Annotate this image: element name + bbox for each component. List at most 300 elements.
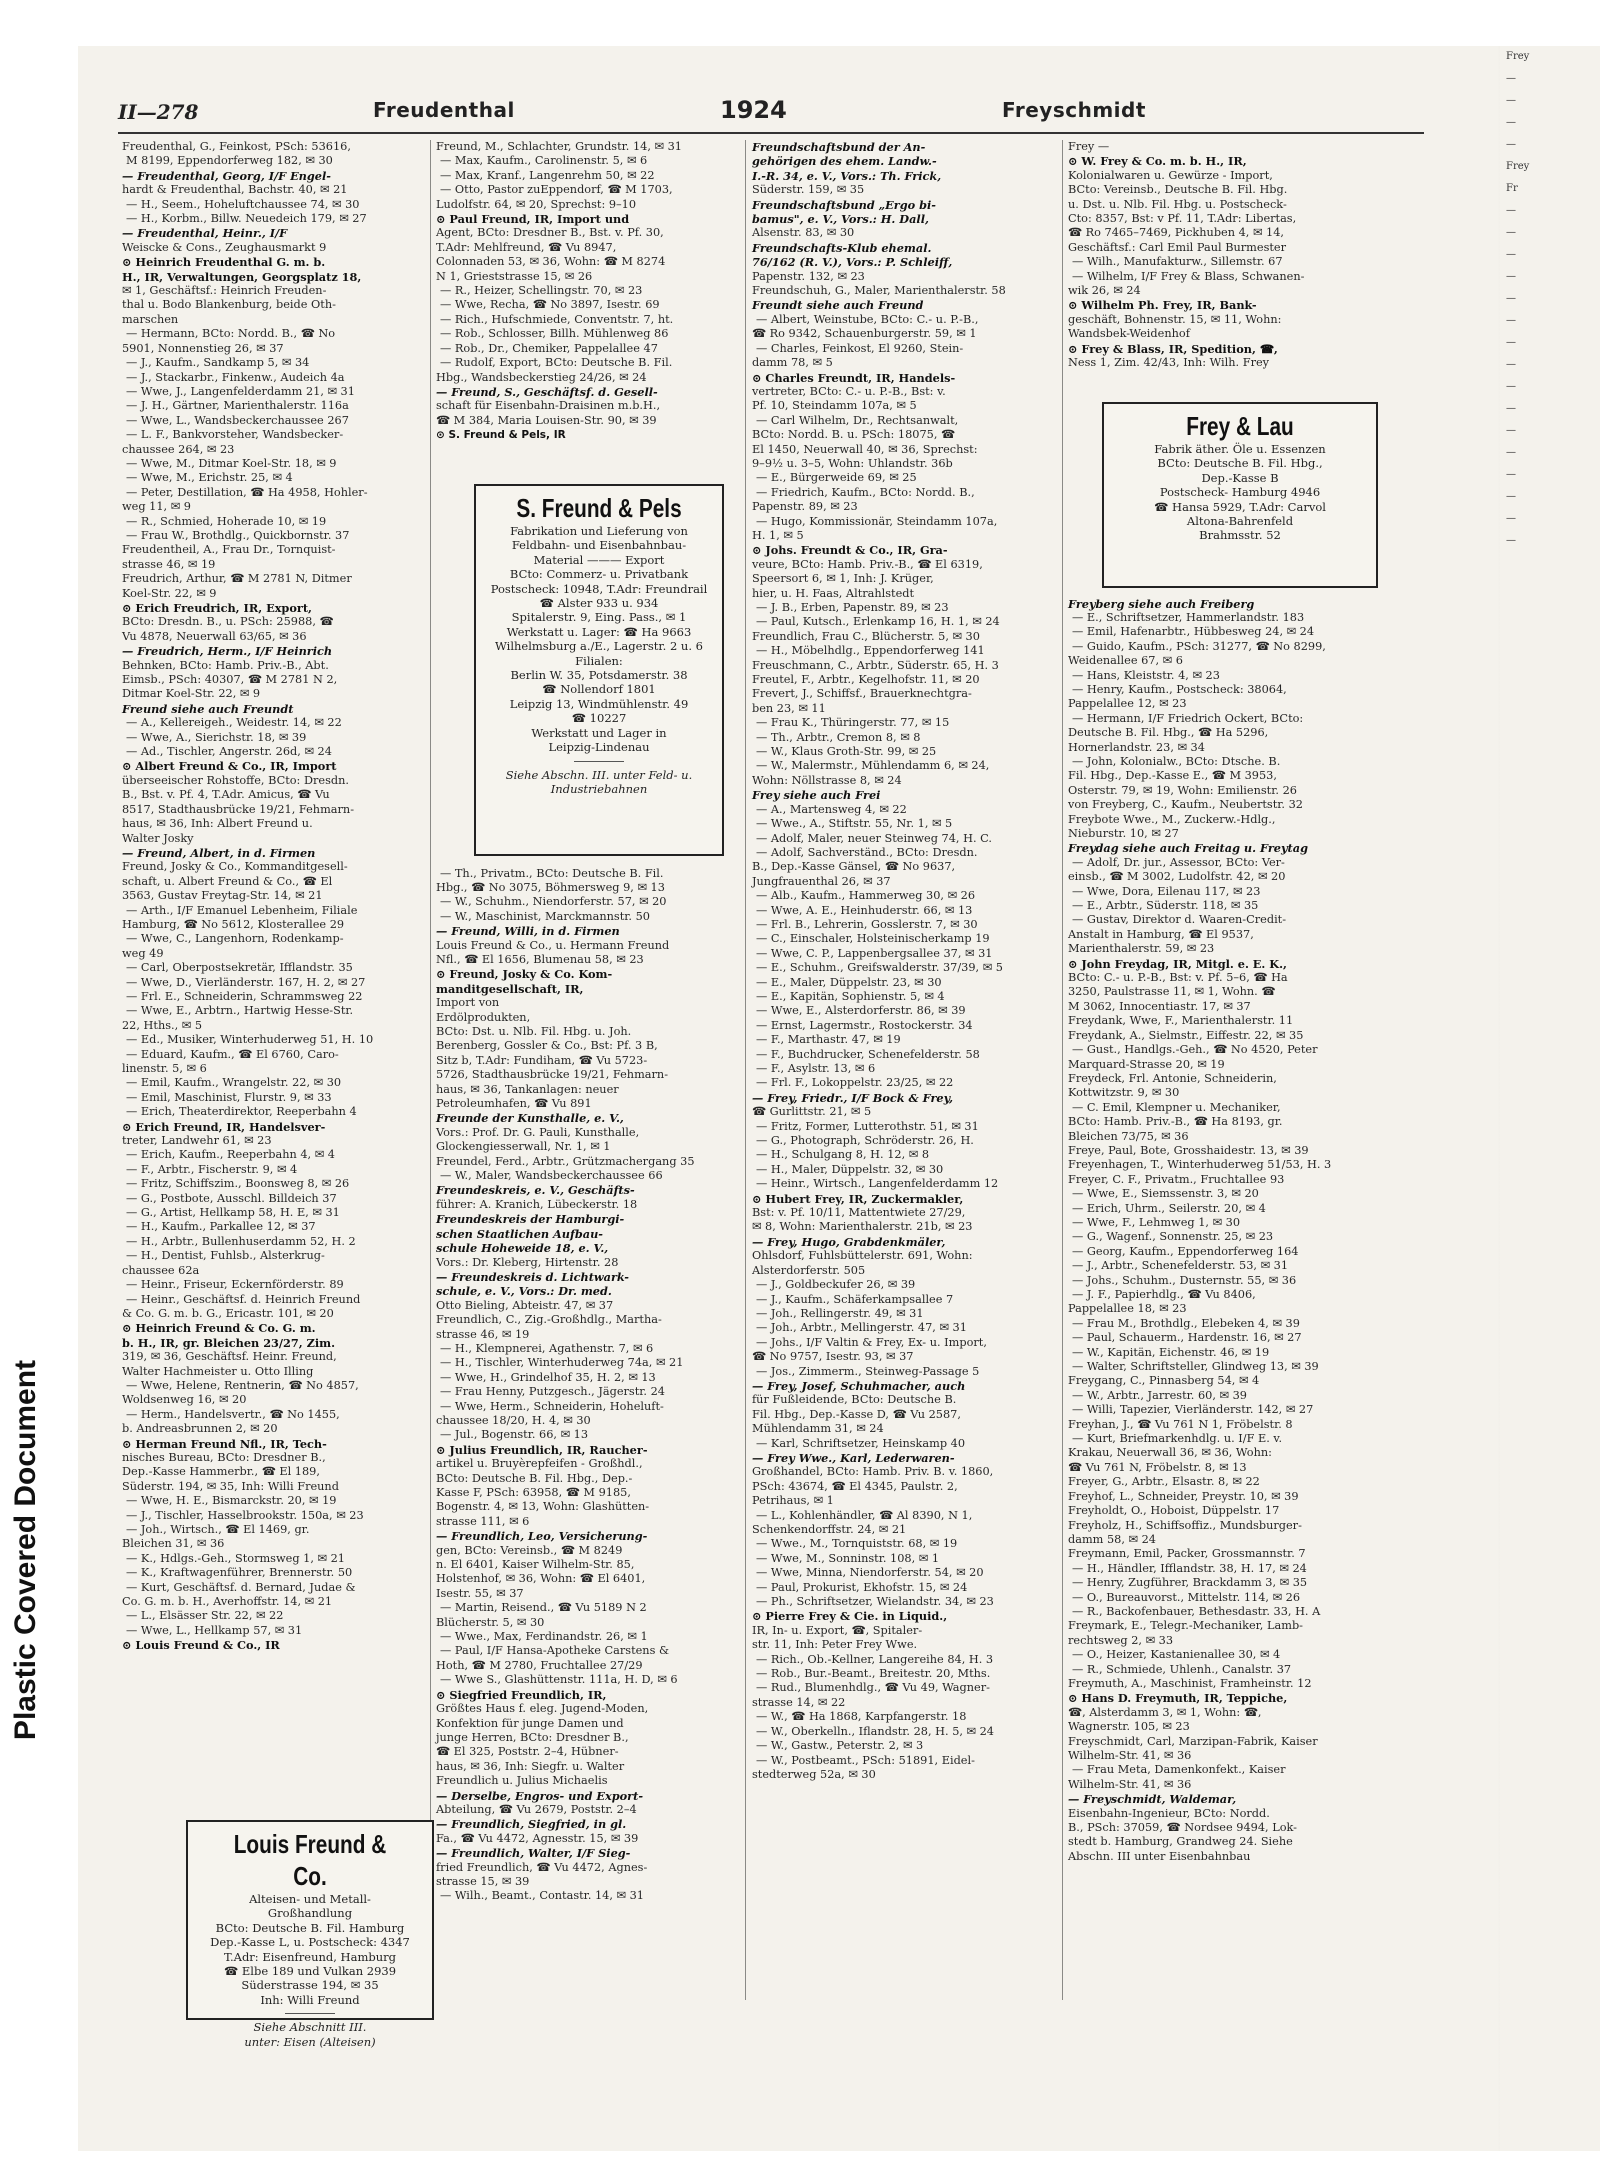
directory-entry: BCto: C.- u. P.-B., Bst: v. Pf. 5–6, ☎ Ha: [1068, 971, 1288, 985]
ad-body: [192, 1892, 428, 2007]
ad-line: Leipzig-Lindenau: [548, 740, 650, 755]
directory-entry: Colonnaden 53, ✉ 36, Wohn: ☎ M 8274: [436, 255, 666, 269]
directory-entry: Krakau, Neuerwall 36, ✉ 36, Wohn:: [1068, 1446, 1272, 1460]
directory-entry: — Erich, Uhrm., Seilerstr. 20, ✉ 4: [1072, 1201, 1266, 1215]
ad-body: [480, 524, 718, 755]
directory-entry: — J. H., Gärtner, Marienthalerstr. 116a: [126, 399, 349, 413]
ad-line: BCto: Commerz- u. Privatbank: [509, 567, 689, 582]
ad-line: Dep.-Kasse L, u. Postscheck: 4347: [210, 1935, 410, 1950]
directory-entry: — W., Arbtr., Jarrestr. 60, ✉ 39: [1072, 1388, 1247, 1402]
directory-entry: ⊙ Erich Freund, IR, Handelsver-: [122, 1119, 326, 1134]
directory-entry: artikel u. Bruyèrepfeifen - Großhdl.,: [436, 1457, 643, 1471]
directory-entry: — H., Tischler, Winterhuderweg 74a, ✉ 21: [440, 1356, 684, 1370]
directory-entry: — A., Martensweg 4, ✉ 22: [756, 802, 907, 816]
advertisement-frey-lau: [1102, 402, 1378, 588]
directory-entry: — G., Artist, Hellkamp 58, H. E, ✉ 31: [126, 1206, 340, 1220]
directory-entry: b. H., IR, gr. Bleichen 23/27, Zim.: [122, 1335, 336, 1350]
directory-entry: — Wilh., Beamt., Contastr. 14, ✉ 31: [440, 1889, 644, 1903]
directory-entry: junge Herren, BCto: Dresdner B.,: [436, 1730, 629, 1744]
directory-entry: — Emil, Kaufm., Wrangelstr. 22, ✉ 30: [126, 1076, 342, 1090]
ad-line: Leipzig 13, Windmühlenstr. 49: [509, 696, 689, 711]
directory-entry: — Freudenthal, Heinr., I/F: [122, 226, 288, 241]
ad-title: Louis Freund & Co.: [233, 1829, 387, 1891]
directory-entry: — Jul., Bogenstr. 66, ✉ 13: [440, 1428, 589, 1442]
directory-entry: manditgesellschaft, IR,: [436, 981, 584, 996]
directory-entry: — Wwe, H., Grindelhof 35, H. 2, ✉ 13: [440, 1370, 656, 1384]
directory-entry: 8517, Stadthausbrücke 19/21, Fehmarn-: [122, 802, 355, 816]
directory-entry: — Wwe, M., Erichstr. 25, ✉ 4: [126, 471, 293, 485]
directory-entry: ⊙ Heinrich Freund & Co. G. m.: [122, 1321, 316, 1336]
directory-entry: Freyenhagen, T., Winterhuderweg 51/53, H. 3: [1068, 1158, 1332, 1172]
directory-entry: — Karl, Schriftsetzer, Heinskamp 40: [756, 1436, 966, 1450]
directory-entry: schaft, u. Albert Freund & Co., ☎ El: [122, 874, 333, 888]
advertisement-freund-pels: [474, 484, 724, 856]
directory-entry: treter, Landwehr 61, ✉ 23: [122, 1134, 272, 1148]
right-catchword: Freyschmidt: [1002, 98, 1146, 122]
directory-entry: Kasse F, PSch: 63958, ☎ M 9185,: [436, 1486, 631, 1499]
directory-entry: Freund, M., Schlachter, Grundstr. 14, ✉ 31: [436, 140, 682, 153]
directory-entry: — G., Photograph, Schröderstr. 26, H.: [756, 1134, 974, 1148]
directory-entry: strasse 46, ✉ 19: [122, 557, 216, 571]
directory-entry: — Frau Meta, Damenkonfekt., Kaiser: [1072, 1763, 1286, 1777]
directory-entry: — H., Korbm., Billw. Neuedeich 179, ✉ 27: [126, 212, 367, 226]
ad-line: BCto: Deutsche B. Fil. Hamburg: [215, 1920, 405, 1935]
neighbor-fragment: —: [1506, 205, 1516, 216]
directory-entry: Cto: 8357, Bst: v Pf. 11, T.Adr: Libertas,: [1068, 212, 1297, 226]
directory-entry: — Freudrich, Herm., I/F Heinrich: [122, 644, 333, 659]
directory-entry: M 3062, Innocentiastr. 17, ✉ 37: [1068, 999, 1251, 1013]
directory-entry: Geschäftsf.: Carl Emil Paul Burmester: [1068, 240, 1286, 254]
directory-entry: — C. Emil, Klempner u. Mechaniker,: [1072, 1100, 1281, 1114]
directory-entry: Weiscke & Cons., Zeughausmarkt 9: [122, 240, 327, 254]
directory-entry: Eimsb., PSch: 40307, ☎ M 2781 N 2,: [122, 673, 338, 687]
page-number: II—278: [118, 100, 199, 124]
directory-entry: ⊙ Herman Freund Nfl., IR, Tech-: [122, 1436, 327, 1451]
directory-entry: haus, ✉ 36, Inh: Siegfr. u. Walter: [436, 1759, 625, 1773]
directory-entry: Wandsbek-Weidenhof: [1068, 327, 1190, 341]
directory-entry: — Henry, Kaufm., Postscheck: 38064,: [1072, 682, 1287, 696]
directory-entry: Großhandel, BCto: Hamb. Priv. B. v. 1860,: [752, 1465, 994, 1479]
directory-entry: Freygang, C., Pinnasberg 54, ✉ 4: [1068, 1374, 1260, 1388]
directory-entry: — Paul, Schauerm., Hardenstr. 16, ✉ 27: [1072, 1331, 1302, 1345]
directory-entry: — Wwe, M., Ditmar Koel-Str. 18, ✉ 9: [126, 456, 337, 470]
directory-entry: Freundschafts-Klub ehemal.: [752, 240, 932, 255]
neighbor-page-strip: [1500, 46, 1600, 2151]
neighbor-fragment: —: [1506, 227, 1516, 238]
ad-line: Postscheck- Hamburg 4946: [1159, 485, 1321, 500]
directory-entry: Freydag siehe auch Freitag u. Freytag: [1068, 841, 1308, 856]
directory-entry: führer: A. Kranich, Lübeckerstr. 18: [436, 1197, 638, 1211]
directory-entry: Koel-Str. 22, ✉ 9: [122, 586, 217, 600]
directory-entry: — Wwe, Herm., Schneiderin, Hoheluft-: [440, 1399, 664, 1413]
directory-entry: Walter Josky: [122, 831, 194, 845]
directory-entry: für Fußleidende, BCto: Deutsche B.: [752, 1393, 957, 1407]
directory-entry: Ludolfstr. 64, ✉ 20, Sprechst: 9–10: [436, 197, 637, 211]
directory-entry: — Frl. B., Lehrerin, Gosslerstr. 7, ✉ 30: [756, 917, 978, 931]
directory-entry: Freyer, G., Arbtr., Elsastr. 8, ✉ 22: [1068, 1475, 1260, 1489]
directory-entry: strasse 46, ✉ 19: [436, 1327, 530, 1341]
ad-line: Werkstatt und Lager in: [531, 725, 667, 740]
directory-entry: ☎ Vu 761 N, Fröbelstr. 8, ✉ 13: [1068, 1460, 1247, 1474]
directory-entry: Freydank, A., Sielmstr., Eiffestr. 22, ✉ 35: [1068, 1028, 1304, 1042]
directory-entry: ben 23, ✉ 11: [752, 701, 826, 715]
directory-entry: ⊙ Erich Freudrich, IR, Export,: [122, 601, 312, 615]
directory-entry: str. 11, Inh: Peter Frey Wwe.: [752, 1638, 918, 1652]
directory-entry: b. Andreasbrunnen 2, ✉ 20: [122, 1422, 278, 1436]
directory-entry: fried Freundlich, ☎ Vu 4472, Agnes-: [436, 1860, 648, 1874]
directory-entry: BCto: Dresdn. B., u. PSch: 25988, ☎: [122, 615, 334, 629]
directory-entry: 3250, Paulstrasse 11, ✉ 1, Wohn. ☎: [1068, 985, 1276, 999]
neighbor-fragment: —: [1506, 337, 1516, 348]
directory-entry: — J., Goldbeckufer 26, ✉ 39: [756, 1278, 916, 1292]
neighbor-fragment: —: [1506, 425, 1516, 436]
directory-entry: wik 26, ✉ 24: [1068, 284, 1141, 298]
column-3: [752, 140, 1052, 2000]
directory-entry: Frevert, J., Schiffsf., Brauerknechtgra-: [752, 687, 972, 701]
directory-entry: — J., Kaufm., Sandkamp 5, ✉ 34: [126, 356, 310, 370]
ad-title: Frey & Lau: [1186, 411, 1294, 441]
directory-entry: ⊙ Freund, Josky & Co. Kom-: [436, 967, 613, 982]
directory-entry: — O., Bureauvorst., Mittelstr. 114, ✉ 26: [1072, 1590, 1301, 1604]
directory-entry: ⊙ Louis Freund & Co., IR: [122, 1638, 280, 1653]
directory-entry: — K., Hdlgs.-Geh., Stormsweg 1, ✉ 21: [126, 1551, 345, 1565]
directory-entry: Bleichen 73/75, ✉ 36: [1068, 1129, 1189, 1143]
directory-entry: — F., Buchdrucker, Schenefelderstr. 58: [756, 1047, 980, 1061]
directory-entry: Papenstr. 132, ✉ 23: [752, 269, 865, 283]
directory-entry: — L. F., Bankvorsteher, Wandsbecker-: [126, 428, 344, 442]
directory-entry: — Ad., Tischler, Angerstr. 26d, ✉ 24: [126, 745, 332, 759]
ad-line: ☎ Nollendorf 1801: [542, 682, 656, 697]
directory-entry: — G., Wagenf., Sonnenstr. 25, ✉ 23: [1072, 1230, 1274, 1244]
directory-entry: bamus", e. V., Vors.: H. Dall,: [752, 212, 929, 227]
directory-entry: ☎ Gurlittstr. 21, ✉ 5: [752, 1105, 872, 1119]
directory-entry: — Guido, Kaufm., PSch: 31277, ☎ No 8299,: [1072, 639, 1326, 653]
directory-entry: — Hermann, I/F Friedrich Ockert, BCto:: [1072, 711, 1304, 725]
directory-entry: weg 49: [122, 946, 164, 960]
directory-entry: Eisenbahn-Ingenieur, BCto: Nordd.: [1068, 1806, 1270, 1820]
directory-entry: — Alb., Kaufm., Hammerweg 30, ✉ 26: [756, 889, 976, 903]
directory-entry: — C., Einschaler, Holsteinischerkamp 19: [756, 932, 990, 946]
directory-entry: strasse 111, ✉ 6: [436, 1514, 530, 1528]
directory-entry: — J. B., Erben, Papenstr. 89, ✉ 23: [756, 601, 949, 614]
directory-entry: Alsenstr. 83, ✉ 30: [752, 226, 855, 240]
directory-entry: Bleichen 31, ✉ 36: [122, 1537, 225, 1551]
directory-entry: B., Bst. v. Pf. 4, T.Adr. Amicus, ☎ Vu: [122, 788, 330, 802]
directory-entry: — Adolf, Sachverständ., BCto: Dresdn.: [756, 845, 978, 859]
directory-entry: ☎, Alsterdamm 3, ✉ 1, Wohn: ☎,: [1068, 1705, 1262, 1719]
spine-label-text: Plastic Covered Document: [9, 1359, 42, 1741]
directory-entry: El 1450, Neuerwall 40, ✉ 36, Sprechst:: [752, 442, 978, 456]
directory-entry: n. El 6401, Kaiser Wilhelm-Str. 85,: [436, 1558, 635, 1572]
directory-entry: — Joh., Wirtsch., ☎ El 1469, gr.: [126, 1523, 310, 1536]
directory-entry: Vors.: Dr. Kleberg, Hirtenstr. 28: [436, 1255, 619, 1269]
directory-entry: linenstr. 5, ✉ 6: [122, 1062, 207, 1075]
directory-entry: Kottwitzstr. 9, ✉ 30: [1068, 1086, 1180, 1100]
directory-entry: — Henry, Zugführer, Brackdamm 3, ✉ 35: [1072, 1576, 1308, 1590]
directory-entry: — Carl, Oberpostsekretär, Ifflandstr. 35: [126, 961, 353, 975]
directory-entry: — Friedrich, Kaufm., BCto: Nordd. B.,: [756, 485, 975, 499]
directory-entry: — Wwe, D., Vierländerstr. 167, H. 2, ✉ 27: [126, 975, 366, 989]
directory-entry: BCto: Nordd. B. u. PSch: 18075, ☎: [752, 428, 956, 442]
directory-entry: — Wwe, A. E., Heinhuderstr. 66, ✉ 13: [756, 903, 973, 917]
directory-entry: haus, ✉ 36, Inh: Albert Freund u.: [122, 817, 313, 831]
directory-entry: — Erich, Kaufm., Reeperbahn 4, ✉ 4: [126, 1148, 335, 1162]
neighbor-fragment: —: [1506, 249, 1516, 260]
directory-entry: chaussee 62a: [122, 1263, 200, 1277]
spine-label: [2, 1200, 50, 1900]
column-2: [436, 140, 736, 2000]
directory-entry: Nieburstr. 10, ✉ 27: [1068, 827, 1179, 840]
directory-entry: Fil. Hbg., Dep.-Kasse D, ☎ Vu 2587,: [752, 1407, 961, 1421]
directory-entry: Louis Freund & Co., u. Hermann Freund: [436, 938, 670, 952]
directory-entry: weg 11, ✉ 9: [122, 500, 191, 514]
directory-entry: Freuschmann, C., Arbtr., Süderstr. 65, H. 3: [752, 658, 999, 672]
ad-line: ☎ Hansa 5929, T.Adr: Carvol: [1154, 499, 1326, 514]
ad-line: Inh: Willi Freund: [260, 1992, 360, 2007]
directory-entry: — Frau M., Brothdlg., Elebeken 4, ✉ 39: [1072, 1316, 1300, 1330]
directory-entry: B., Dep.-Kasse Gänsel, ☎ No 9637,: [752, 860, 956, 874]
directory-entry: M 8199, Eppendorferweg 182, ✉ 30: [126, 154, 333, 168]
directory-entry: — O., Heizer, Kastanienallee 30, ✉ 4: [1072, 1648, 1281, 1662]
directory-entry: Nfl., ☎ El 1656, Blumenau 58, ✉ 23: [436, 952, 644, 966]
directory-entry: Freyberg siehe auch Freiberg: [1068, 596, 1255, 611]
directory-entry: 5726, Stadthausbrücke 19/21, Fehmarn-: [436, 1068, 669, 1082]
directory-entry: — Wwe, Recha, ☎ No 3897, Isestr. 69: [440, 298, 660, 312]
directory-entry: Abschn. III unter Eisenbahnbau: [1068, 1849, 1251, 1863]
directory-entry: schule, e. V., Vors.: Dr. med.: [436, 1284, 612, 1299]
directory-entry: Agent, BCto: Dresdner B., Bst. v. Pf. 30,: [436, 226, 664, 240]
neighbor-fragment: —: [1506, 381, 1516, 392]
directory-entry: ☎ Ro 9342, Schauenburgerstr. 59, ✉ 1: [752, 327, 977, 341]
directory-entry: Petroleumhafen, ☎ Vu 891: [436, 1097, 592, 1111]
directory-entry: überseeischer Rohstoffe, BCto: Dresdn.: [122, 773, 349, 787]
directory-entry: — Wwe, Minna, Niendorferstr. 54, ✉ 20: [756, 1566, 984, 1580]
directory-entry: — Rob., Schlosser, Billh. Mühlenweg 86: [440, 327, 669, 341]
directory-entry: Ness 1, Zim. 42/43, Inh: Wilh. Frey: [1068, 356, 1270, 370]
directory-entry: — W., Schuhm., Niendorferstr. 57, ✉ 20: [440, 895, 667, 909]
directory-entry: Schenkendorffstr. 24, ✉ 21: [752, 1523, 907, 1536]
directory-entry: — Frey, Josef, Schuhmacher, auch: [752, 1378, 966, 1393]
directory-entry: veure, BCto: Hamb. Priv.-B., ☎ El 6319,: [752, 557, 983, 571]
directory-entry: Weidenallee 67, ✉ 6: [1068, 654, 1183, 668]
neighbor-fragment: —: [1506, 315, 1516, 326]
directory-entry: — Rud., Blumenhdlg., ☎ Vu 49, Wagner-: [756, 1681, 990, 1695]
directory-entry: — Gustav, Direktor d. Waaren-Credit-: [1072, 913, 1287, 927]
directory-entry: — Frey, Friedr., I/F Bock & Frey,: [752, 1090, 953, 1105]
header-rule: [118, 132, 1424, 134]
directory-entry: — F., Asylstr. 13, ✉ 6: [756, 1062, 876, 1075]
directory-entry: — W., Oberkelln., Iflandstr. 28, H. 5, ✉ 24: [756, 1724, 994, 1738]
ad-footer: [480, 768, 718, 797]
directory-entry: schule Hoheweide 18, e. V.,: [436, 1241, 609, 1256]
directory-entry: — Eduard, Kaufm., ☎ El 6760, Caro-: [126, 1047, 339, 1061]
directory-entry: I.-R. 34, e. V., Vors.: Th. Frick,: [752, 168, 942, 183]
ad-line: Alteisen- und Metall-: [249, 1892, 371, 1906]
directory-entry: — Frau K., Thüringerstr. 77, ✉ 15: [756, 716, 950, 730]
directory-entry: Freyholdt, O., Hoboist, Düppelstr. 17: [1068, 1504, 1280, 1518]
directory-entry: — Otto, Pastor zuEppendorf, ☎ M 1703,: [440, 183, 673, 197]
directory-entry: ✉ 1, Geschäftsf.: Heinrich Freuden-: [122, 284, 327, 298]
directory-entry: Deutsche B. Fil. Hbg., ☎ Ha 5296,: [1068, 726, 1269, 740]
directory-entry: H. 1, ✉ 5: [752, 528, 804, 542]
directory-entry: 5901, Nonnenstieg 26, ✉ 37: [122, 341, 284, 355]
directory-entry: — H., Maler, Düppelstr. 32, ✉ 30: [756, 1162, 944, 1176]
directory-entry: — K., Kraftwagenführer, Brennerstr. 50: [126, 1566, 353, 1580]
directory-entry: Berenberg, Gossler & Co., Bst: Pf. 3 B,: [436, 1039, 658, 1053]
directory-entry: — Rob., Dr., Chemiker, Pappelallee 47: [440, 341, 658, 355]
directory-entry: geschäft, Bohnenstr. 15, ✉ 11, Wohn:: [1068, 312, 1282, 326]
ad-line: Filialen:: [575, 653, 623, 668]
ad-divider: [285, 2013, 335, 2014]
directory-entry: Freundel, Ferd., Arbtr., Grützmachergang 35: [436, 1154, 695, 1168]
directory-entry: — R., Schmied, Hoherade 10, ✉ 19: [126, 514, 327, 528]
directory-entry: — Wwe S., Glashüttenstr. 111a, H. D, ✉ 6: [440, 1673, 678, 1687]
directory-entry: — R., Backofenbauer, Bethesdastr. 33, H. A: [1072, 1604, 1321, 1618]
directory-entry: Größtes Haus f. eleg. Jugend-Moden,: [436, 1702, 649, 1716]
year: 1924: [720, 96, 787, 124]
directory-entry: Vu 4878, Neuerwall 63/65, ✉ 36: [122, 629, 307, 643]
neighbor-fragment: —: [1506, 271, 1516, 282]
directory-entry: — A., Kellereigeh., Weidestr. 14, ✉ 22: [126, 716, 342, 730]
directory-entry: — Frey, Hugo, Grabdenkmäler,: [752, 1234, 946, 1249]
directory-entry: 76/162 (R. V.), Vors.: P. Schleiff,: [752, 255, 953, 270]
directory-entry: — F., Arbtr., Fischerstr. 9, ✉ 4: [126, 1162, 298, 1176]
directory-entry: — Erich, Theaterdirektor, Reeperbahn 4: [126, 1105, 357, 1119]
ad-line: BCto: Deutsche B. Fil. Hbg.,: [1157, 456, 1323, 471]
directory-entry: — Charles, Feinkost, El 9260, Stein-: [756, 341, 964, 355]
directory-entry: — Gust., Handlgs.-Geh., ☎ No 4520, Peter: [1072, 1043, 1318, 1057]
directory-entry: — Wwe, E., Siemssenstr. 3, ✉ 20: [1072, 1187, 1259, 1201]
directory-entry: — Wwe, C. P., Lappenbergsallee 37, ✉ 31: [756, 946, 993, 960]
ad-line: Brahmsstr. 52: [1199, 528, 1281, 543]
neighbor-fragment: —: [1506, 447, 1516, 458]
directory-entry: — E., Maler, Düppelstr. 23, ✉ 30: [756, 975, 942, 989]
directory-entry: Freyer, C. F., Privatm., Fruchtallee 93: [1068, 1172, 1285, 1186]
directory-entry: — L., Elsässer Str. 22, ✉ 22: [126, 1609, 284, 1623]
directory-entry: Freye, Paul, Bote, Grosshaidestr. 13, ✉ 39: [1068, 1143, 1309, 1157]
neighbor-fragment: —: [1506, 491, 1516, 502]
directory-entry: — Kurt, Briefmarkenhdlg. u. I/F E. v.: [1072, 1432, 1283, 1446]
directory-entry: Import von: [436, 996, 500, 1010]
directory-entry: Marienthalerstr. 59, ✉ 23: [1068, 942, 1215, 956]
ad-footer: [192, 2020, 428, 2049]
neighbor-fragment: Fr: [1506, 183, 1518, 194]
directory-entry: Wagnerstr. 105, ✉ 23: [1068, 1720, 1190, 1734]
directory-entry: — Wilhelm, I/F Frey & Blass, Schwanen-: [1072, 269, 1305, 283]
directory-entry: — Freyschmidt, Waldemar,: [1068, 1792, 1237, 1807]
directory-entry: Wilhelm-Str. 41, ✉ 36: [1068, 1749, 1192, 1762]
directory-entry: gen, BCto: Vereinsb., ☎ M 8249: [436, 1543, 623, 1557]
directory-entry: Frey siehe auch Frei: [752, 788, 881, 803]
directory-entry: Vors.: Prof. Dr. G. Pauli, Kunsthalle,: [436, 1125, 640, 1139]
directory-entry: — H., Händler, Ifflandstr. 38, H. 17, ✉ 24: [1072, 1561, 1307, 1575]
directory-entry: gehörigen des ehem. Landw.-: [752, 154, 937, 169]
directory-entry: ⊙ Paul Freund, IR, Import und: [436, 212, 630, 227]
directory-entry: Süderstr. 194, ✉ 35, Inh: Willi Freund: [122, 1479, 339, 1493]
neighbor-fragment: —: [1506, 403, 1516, 414]
directory-entry: chaussee 18/20, H. 4, ✉ 30: [436, 1413, 591, 1427]
neighbor-fragment: —: [1506, 359, 1516, 370]
directory-entry: Freymann, Emil, Packer, Grossmannstr. 7: [1068, 1547, 1306, 1561]
directory-entry: BCto: Deutsche B. Fil. Hbg., Dep.-: [436, 1471, 633, 1485]
directory-entry: BCto: Hamb. Priv.-B., ☎ Ha 8193, gr.: [1068, 1115, 1283, 1129]
ad-footer-line: Siehe Abschnitt III.: [253, 2020, 367, 2035]
directory-entry: — H., Möbelhdlg., Eppendorferweg 141: [756, 644, 985, 658]
directory-entry: — Wwe, Helene, Rentnerin, ☎ No 4857,: [126, 1378, 359, 1392]
directory-entry: — J. F., Papierhdlg., ☎ Vu 8406,: [1072, 1288, 1256, 1301]
directory-entry: Freundlich, Frau C., Blücherstr. 5, ✉ 30: [752, 629, 980, 643]
directory-entry: Süderstr. 159, ✉ 35: [752, 183, 865, 197]
directory-entry: u. Dst. u. Nlb. Fil. Hbg. u. Postscheck-: [1068, 197, 1287, 211]
directory-entry: — Freund, Willi, in d. Firmen: [436, 924, 620, 939]
directory-entry: — Frau Henny, Putzgesch., Jägerstr. 24: [440, 1385, 665, 1399]
column-divider: [1062, 140, 1063, 2000]
ad-footer-line: Industriebahnen: [550, 781, 648, 796]
directory-entry: Freydeck, Frl. Antonie, Schneiderin,: [1068, 1071, 1277, 1085]
directory-entry: Frey —: [1068, 140, 1110, 153]
directory-entry: thal u. Bodo Blankenburg, beide Oth-: [122, 298, 336, 312]
directory-entry: von Freyberg, C., Kaufm., Neubertstr. 32: [1068, 798, 1303, 812]
directory-entry: Ohlsdorf, Fuhlsbüttelerstr. 691, Wohn:: [752, 1249, 973, 1263]
ad-line: ☎ Alster 933 u. 934: [539, 596, 659, 611]
directory-entry: Petrihaus, ✉ 1: [752, 1494, 834, 1508]
directory-entry: — Ph., Schriftsetzer, Wielandstr. 34, ✉ 23: [756, 1595, 994, 1609]
advertisement-louis-freund: [186, 1820, 434, 2049]
ad-line: Werkstatt u. Lager: ☎ Ha 9663: [506, 624, 692, 639]
ad-line: Postscheck: 10948, T.Adr: Freundrail: [490, 581, 708, 596]
neighbor-fragment: Frey: [1506, 161, 1530, 172]
directory-entry: Jungfrauenthal 26, ✉ 37: [752, 874, 891, 888]
directory-entry: Speersort 6, ✉ 1, Inh: J. Krüger,: [752, 572, 934, 586]
directory-entry: — Ernst, Lagermstr., Rostockerstr. 34: [756, 1018, 973, 1032]
directory-entry: Freybote Wwe., M., Zuckerw.-Hdlg.,: [1068, 812, 1276, 826]
directory-entry: Abteilung, ☎ Vu 2679, Poststr. 2–4: [436, 1802, 637, 1816]
directory-entry: — Hans, Kleiststr. 4, ✉ 23: [1072, 668, 1220, 682]
directory-entry: 319, ✉ 36, Geschäftsf. Heinr. Freund,: [122, 1350, 337, 1364]
directory-entry: Freyhof, L., Schneider, Preystr. 10, ✉ 39: [1068, 1489, 1299, 1503]
directory-entry: Erdölprodukten,: [436, 1010, 531, 1024]
directory-entry: Ditmar Koel-Str. 22, ✉ 9: [122, 687, 261, 701]
column-divider: [430, 140, 431, 2000]
neighbor-fragment: —: [1506, 95, 1516, 106]
directory-entry: — J., Stackarbr., Finkenw., Audeich 4a: [126, 370, 345, 384]
directory-entry: Dep.-Kasse Hammerbr., ☎ El 189,: [122, 1465, 320, 1479]
neighbor-fragment: —: [1506, 73, 1516, 84]
directory-entry: — Walter, Schriftsteller, Glindweg 13, ✉ 39: [1072, 1360, 1319, 1374]
directory-entry: — Adolf, Maler, neuer Steinweg 74, H. C.: [756, 831, 992, 845]
directory-entry: Co. G. m. b. H., Averhoffstr. 14, ✉ 21: [122, 1595, 333, 1609]
directory-entry: — E., Bürgerweide 69, ✉ 25: [756, 471, 917, 485]
directory-entry: Osterstr. 79, ✉ 19, Wohn: Emilienstr. 26: [1068, 783, 1297, 797]
directory-entry: — Freundlich, Walter, I/F Sieg-: [436, 1846, 631, 1861]
directory-entry: — E., Schuhm., Greifswalderstr. 37/39, ✉ 5: [756, 961, 1003, 975]
directory-entry: — W., ☎ Ha 1868, Karpfangerstr. 18: [756, 1710, 967, 1724]
directory-entry: Freyholz, H., Schiffsoffiz., Mundsburger-: [1068, 1518, 1302, 1532]
directory-entry: — Freundlich, Leo, Versicherung-: [436, 1529, 648, 1544]
directory-entry: — Wwe, Dora, Eilenau 117, ✉ 23: [1072, 884, 1261, 898]
directory-entry: Marquard-Strasse 20, ✉ 19: [1068, 1057, 1225, 1071]
directory-entry: ✉ 8, Wohn: Marienthalerstr. 21b, ✉ 23: [752, 1220, 973, 1234]
directory-entry: — Wwe., Max, Ferdinandstr. 26, ✉ 1: [440, 1630, 648, 1644]
directory-entry: — Hugo, Kommissionär, Steindamm 107a,: [756, 514, 998, 528]
column-divider: [745, 140, 746, 2000]
directory-entry: Woldsenweg 16, ✉ 20: [122, 1393, 247, 1407]
directory-entry: — Freundeskreis d. Lichtwark-: [436, 1269, 629, 1284]
ad-footer-line: Siehe Abschn. III. unter Feld- u.: [505, 767, 693, 782]
ad-line: Fabrikation und Lieferung von: [510, 524, 688, 538]
neighbor-fragment: —: [1506, 535, 1516, 546]
directory-entry: — J., Arbtr., Schenefelderstr. 53, ✉ 31: [1072, 1259, 1289, 1273]
